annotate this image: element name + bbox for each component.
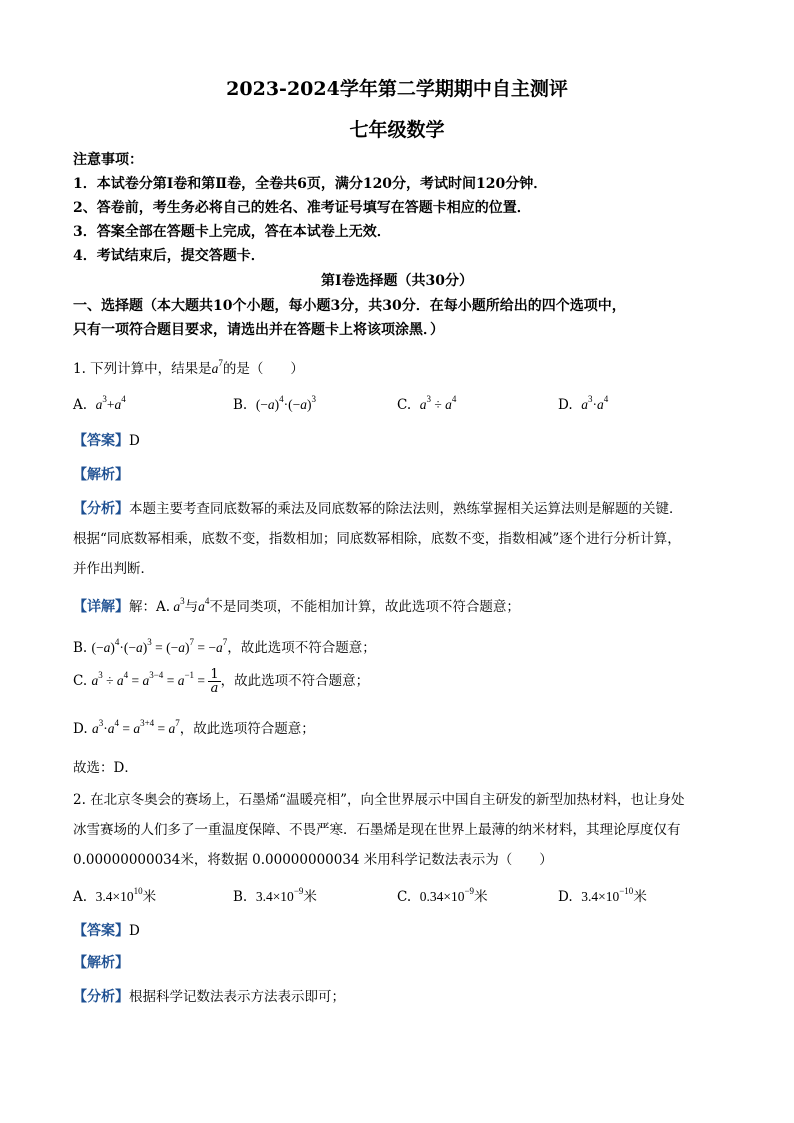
answer-tag: 【答案】 (73, 433, 129, 449)
q2-option-c: C. $0.34\times 10^{-9}$米 (397, 886, 488, 905)
q1-detail-d: D. $a^3\cdot a^4 = a^{3+4} = a^7$，故此选项符合题意； (73, 718, 315, 737)
answer-value: D (129, 923, 140, 939)
exam-title: 2023-2024学年第二学期期中自主测评 (226, 78, 568, 100)
q1-conclusion: 故选：D． (73, 760, 138, 776)
q2-answer (73, 920, 140, 940)
q2-analysis-line-1: 【分析】根据科学记数法表示方法表示即可； (73, 989, 345, 1005)
notes-heading: 注意事项： (73, 152, 143, 168)
q1-analysis-tag: 【解析】 (73, 467, 129, 483)
q1-detail-a: 【详解】解：A. $a^3$与$a^4$不是同类项，不能相加计算，故此选项不符合题意； (73, 596, 520, 615)
q2-stem-1: 2. 在北京冬奥会的赛场上，石墨烯“温暖亮相”，向全世界展示中国自主研发的新型加热材料，也让身处 (73, 792, 685, 808)
q2-option-a: A. $3.4\times 10^{10}$米 (73, 886, 157, 905)
q1-stem-text-b: 的是（ ） (222, 361, 304, 377)
answer-tag: 【答案】 (73, 923, 129, 939)
q1-answer (73, 430, 140, 450)
q1-analysis-line-2: 根据“同底数幂相乘，底数不变，指数相加；同底数幂相除，底数不变，指数相减”逐个进行分析计算， (73, 531, 681, 547)
q1-option-d: D. $a^3\cdot a^4$ (558, 394, 609, 413)
q2-analysis-tag: 【解析】 (73, 955, 129, 971)
q2-stem-2: 冰雪赛场的人们多了一重温度保障、不畏严寒．石墨烯是现在世界上最薄的纳米材料，其理论厚度仅有 (73, 822, 681, 838)
section-instruction-1: 一、选择题（本大题共10个小题，每小题3分，共30分．在每小题所给出的四个选项中， (73, 298, 626, 314)
q1-stem (73, 357, 304, 377)
q1-detail-c: C. $a^3 \div a^4 = a^{3-4} = a^{-1}$ = $\frac{1}{a}$ ，故此选项不符合题意； (73, 667, 370, 696)
q1-detail-b: B. $(-a)^4\cdot(-a)^3 = (-a)^7 = -a^7$，故此选项不符合题意； (73, 637, 376, 656)
q1-option-a: A. $a^3+a^4$ (73, 394, 126, 413)
notes-item-1: 1．本试卷分第Ⅰ卷和第Ⅱ卷，全卷共6页，满分120分，考试时间120分钟． (73, 176, 548, 192)
exam-subtitle: 七年级数学 (349, 119, 445, 141)
notes-item-2: 2、答卷前，考生务必将自己的姓名、准考证号填写在答题卡相应的位置． (73, 200, 531, 216)
q2-stem-3: 0.00000000034米，将数据 0.00000000034 米用科学记数法表示为（ ） (73, 852, 553, 868)
q1-option-c: C. $a^3 \div a^4$ (397, 394, 457, 413)
notes-item-4: 4．考试结束后，提交答题卡． (73, 248, 265, 264)
section-instruction-2: 只有一项符合题目要求，请选出并在答题卡上将该项涂黑．） (73, 322, 444, 338)
answer-value: D (129, 433, 140, 449)
q1-analysis-line-3: 并作出判断． (73, 561, 154, 577)
q1-stem-text-a: 1. 下列计算中，结果是 (73, 361, 212, 377)
q1-analysis-line-1: 【分析】本题主要考查同底数幂的乘法及同底数幂的除法法则，熟练掌握相关运算法则是解题的关键． (73, 501, 683, 517)
notes-item-3: 3．答案全部在答题卡上完成，答在本试卷上无效． (73, 224, 391, 240)
q1-target-expr: $a^7$ (211, 358, 223, 376)
q1-option-b: B. $(-a)^4\cdot(-a)^3$ (233, 394, 317, 413)
fraction-one-over-a: $\frac{1}{a}$ (210, 667, 219, 696)
q2-option-d: D. $3.4\times 10^{-10}$米 (558, 886, 647, 905)
section-heading: 第Ⅰ卷选择题（共30分） (320, 273, 474, 289)
q2-option-b: B. $3.4\times 10^{-9}$米 (233, 886, 317, 905)
